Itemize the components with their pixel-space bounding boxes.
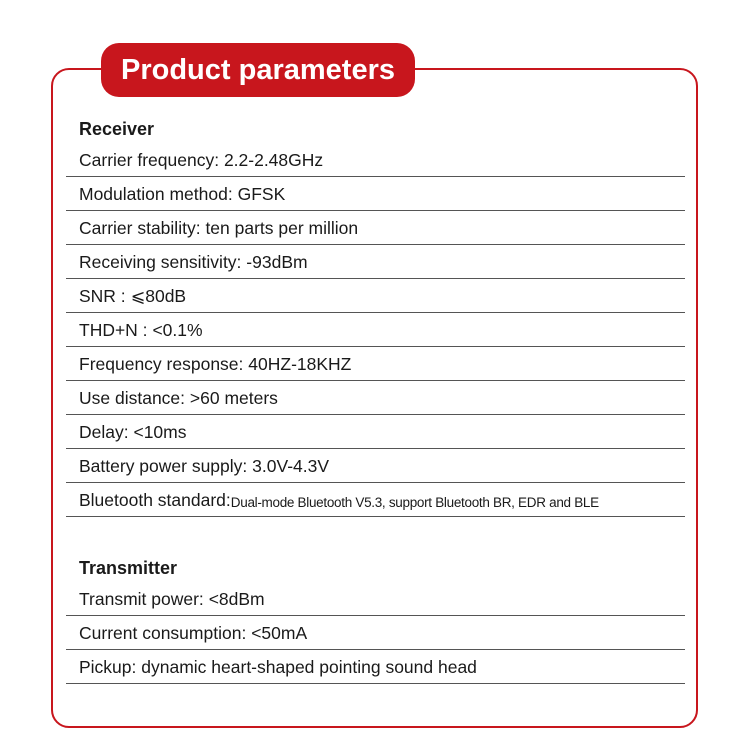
receiver-row-receiving-sensitivity [66,245,685,279]
receiver-row-snr [66,279,685,313]
receiver-list [66,143,685,517]
receiver-row-use-distance [66,381,685,415]
row-label: Delay: [79,422,129,442]
receiver-heading: Receiver [79,119,155,139]
row-label: Use distance: [79,388,186,408]
receiver-row-battery-power-supply [66,449,685,483]
row-value: <50mA [251,623,308,643]
row-label: Modulation method: [79,184,233,204]
page-title: Product parameters [121,53,395,86]
row-label: Transmit power: [79,589,204,609]
receiver-row-modulation-method [66,177,685,211]
row-value: <10ms [133,422,187,442]
row-value: ten parts per million [205,218,359,238]
transmitter-heading: Transmitter [79,558,178,578]
row-value: dynamic heart-shaped pointing sound head [141,657,477,677]
transmitter-row-transmit-power [66,582,685,616]
transmitter-row-current-consumption [66,616,685,650]
receiver-row-thd-n [66,313,685,347]
row-label: Frequency response: [79,354,244,374]
transmitter-row-pickup [66,650,685,684]
row-value: GFSK [237,184,286,204]
row-value: <0.1% [152,320,203,340]
row-label: Current consumption: [79,623,247,643]
row-value: >60 meters [189,388,278,408]
row-label: Carrier frequency: [79,150,220,170]
row-label: Battery power supply: [79,456,248,476]
row-value: 3.0V-4.3V [252,456,330,476]
row-label: THD+N : [79,320,148,340]
row-value: <8dBm [208,589,265,609]
row-label: Pickup: [79,657,137,677]
row-label: Carrier stability: [79,218,201,238]
receiver-row-carrier-stability [66,211,685,245]
row-label: Bluetooth standard: [79,490,231,510]
row-value: 2.2-2.48GHz [223,150,324,170]
transmitter-list [66,582,685,684]
row-value: ⩽80dB [130,286,187,306]
receiver-row-delay [66,415,685,449]
row-label: Receiving sensitivity: [79,252,242,272]
receiver-row-carrier-frequency [66,143,685,177]
title-badge [101,43,415,97]
row-value: 40HZ-18KHZ [248,354,352,374]
row-value: -93dBm [246,252,308,272]
receiver-row-frequency-response [66,347,685,381]
row-label: SNR : [79,286,126,306]
receiver-row-bluetooth-standard [66,483,685,517]
row-value: Dual-mode Bluetooth V5.3, support Bluetooth BR, EDR and BLE [230,495,599,510]
